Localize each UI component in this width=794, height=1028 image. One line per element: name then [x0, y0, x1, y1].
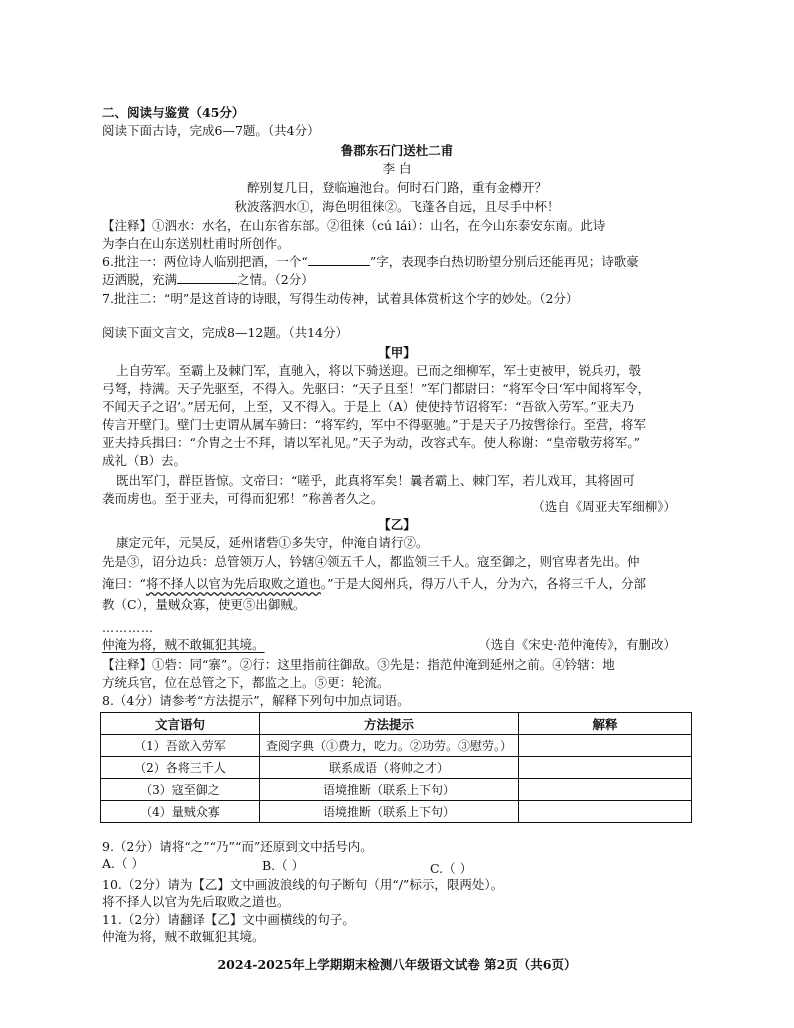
- table-cell: 语境推断（联系上下句）: [260, 779, 519, 801]
- text-yi-line: 教（C），量贼众寡，使更⑤出御贼。: [102, 597, 306, 612]
- text-yi-quote-rest: 。”于是大阅州兵，得万八千人，分为六，各将三千人，分部: [320, 576, 647, 591]
- table-cell: （2）各将三千人: [101, 757, 260, 779]
- question-10-sentence: 将不择人以官为先后取败之道也。: [102, 894, 290, 909]
- poem-note-1: 【注释】①泗水：水名，在山东省东部。②徂徕（cú lái）：山名，在今山东泰安东南。此诗: [102, 218, 606, 233]
- text-jia-line: 既出军门，群臣皆惊。文帝曰：“嗟乎，此真将军矣！曩者霸上、棘门军，若儿戏耳，其将固可: [116, 473, 635, 488]
- omission-dots: …………: [102, 621, 154, 635]
- answer-cell[interactable]: [519, 735, 692, 757]
- text-yi-line: [102, 575, 646, 592]
- answer-cell[interactable]: [519, 801, 692, 823]
- table-cell: 语境推断（联系上下句）: [260, 801, 519, 823]
- text-jia-line: 成礼（B）去。: [102, 453, 187, 468]
- text-jia-line: 不闻天子之诏’。”居无何，上至，又不得入。于是上（A）使使持节诏将军：“吾欲入劳军。”亚夫乃: [102, 399, 635, 414]
- text-jia-title: 【甲】: [378, 345, 416, 360]
- question-8-table: [100, 712, 692, 823]
- text-yi-source: （选自《宋史·范仲淹传》，有删改）: [478, 637, 676, 652]
- question-11-prompt: 11.（2分）请翻译【乙】文中画横线的句子。: [102, 912, 355, 927]
- question-7: 7.批注二：“明”是这首诗的诗眼，写得生动传神，试着具体赏析这个字的妙处。（2分）: [102, 291, 579, 306]
- text-jia-source: （选自《周亚夫军细柳》）: [532, 499, 676, 514]
- poem-note-2: 为李白在山东送别杜甫时所创作。: [102, 236, 290, 251]
- text-jia-line: 上自劳军。至霸上及棘门军，直驰入，将以下骑送迎。已而之细柳军，军士吏被甲，锐兵刃，彀: [116, 363, 642, 378]
- answer-cell[interactable]: [519, 779, 692, 801]
- column-header: 文言语句: [101, 713, 260, 735]
- underlined-sentence: 仲淹为将，贼不敢辄犯其境。: [102, 637, 265, 652]
- table-row: [101, 779, 692, 801]
- poem-title: 鲁郡东石门送杜二甫: [340, 143, 454, 158]
- question-6-part-d: 之情。（2分）: [237, 272, 314, 287]
- classical-intro: 阅读下面文言文，完成8—12题。（共14分）: [102, 325, 349, 340]
- text-yi-note-2: 方统兵官，位在总管之下，都监之上。⑤更：轮流。: [102, 675, 390, 690]
- poem-intro: 阅读下面古诗，完成6—7题。（共4分）: [102, 123, 320, 138]
- text-yi-line: [102, 636, 265, 653]
- poem-line-2: 秋波落泗水①，海色明徂徕②。飞蓬各自远，且尽手中杯！: [234, 199, 560, 214]
- poem-author: 李 白: [382, 161, 412, 176]
- text-yi-line: 先是③，诏分边兵：总管领万人，钤辖④领五千人，都监领三千人。寇至御之，则官卑者先出。仲: [102, 554, 640, 569]
- text-jia-line: 袭而虏也。至于亚夫，可得而犯邪！”称善者久之。: [102, 491, 384, 506]
- question-11-sentence: 仲淹为将，贼不敢辄犯其境。: [102, 929, 265, 944]
- question-10-prompt: 10.（2分）请为【乙】文中画波浪线的句子断句（用“/”标示，限两处）。: [102, 877, 504, 892]
- answer-cell[interactable]: [519, 757, 692, 779]
- answer-9c[interactable]: C.（ ）: [430, 861, 473, 876]
- question-9-prompt: 9.（2分）请将“之”“乃”“而”还原到文中括号内。: [102, 839, 373, 854]
- question-6-line-2: [102, 271, 314, 288]
- text-jia-line: 亚夫持兵揖曰：“介胄之士不拜，请以军礼见。”天子为动，改容式车。使人称谢：“皇帝敬劳将军。”: [102, 435, 641, 450]
- table-cell: （4）量贼众寡: [101, 801, 260, 823]
- section-title: 二、阅读与鉴赏（45分）: [102, 105, 245, 120]
- text-jia-line: 传言开壁门。壁门士吏谓从属车骑曰：“将军约，军中不得驱驰。”于是天子乃按辔徐行。至营，将军: [102, 417, 647, 432]
- table-row: [101, 735, 692, 757]
- question-6-line-1: [102, 253, 639, 270]
- table-cell: （3）寇至御之: [101, 779, 260, 801]
- question-6-part-a: 6.批注一：两位诗人临别把酒，一个“: [102, 254, 308, 269]
- table-row: [101, 757, 692, 779]
- text-yi-title: 【乙】: [378, 517, 416, 532]
- table-row: [101, 801, 692, 823]
- answer-blank-6a[interactable]: [308, 253, 370, 266]
- question-8-prompt: 8.（4分）请参考“方法提示”，解释下列句中加点词语。: [102, 693, 410, 708]
- poem-line-1: 醉别复几日，登临遍池台。何时石门路，重有金樽开？: [246, 180, 547, 195]
- text-yi-note-1: 【注释】①砦：同“寨”。②行：这里指前往御敌。③先是：指范仲淹到延州之前。④钤辖：地: [102, 657, 615, 672]
- page-footer: 2024-2025年上学期期末检测八年级语文试卷 第2页（共6页）: [217, 957, 577, 972]
- question-6-part-b: ”字，表现李白热切盼望分别后还能再见；诗歌豪: [369, 254, 639, 269]
- text-yi-line: 康定元年，元昊反，延州诸砦①多失守，仲淹自请行②。: [116, 535, 429, 550]
- column-header: 解释: [519, 713, 692, 735]
- text-jia-line: 弓弩，持满。天子先驱至，不得入。先驱曰：“天子且至！”军门都尉曰：“将军令曰‘军中闻将军令，: [102, 381, 651, 396]
- question-6-part-c: 迈洒脱，充满: [102, 272, 178, 287]
- table-cell: 查阅字典（①费力，吃力。②功劳。③慰劳。）: [260, 735, 519, 757]
- answer-9b[interactable]: B.（ ）: [262, 858, 305, 873]
- table-cell: （1）吾欲入劳军: [101, 735, 260, 757]
- wavy-underlined-sentence: 将不择人以官为先后取败之道也: [145, 576, 321, 591]
- column-header: 方法提示: [260, 713, 519, 735]
- answer-9a[interactable]: A.（ ）: [102, 856, 144, 871]
- answer-blank-6b[interactable]: [177, 271, 237, 284]
- table-cell: 联系成语（将帅之才）: [260, 757, 519, 779]
- table-header-row: [101, 713, 692, 735]
- text-yi-quote-open: 淹曰：“: [102, 576, 146, 591]
